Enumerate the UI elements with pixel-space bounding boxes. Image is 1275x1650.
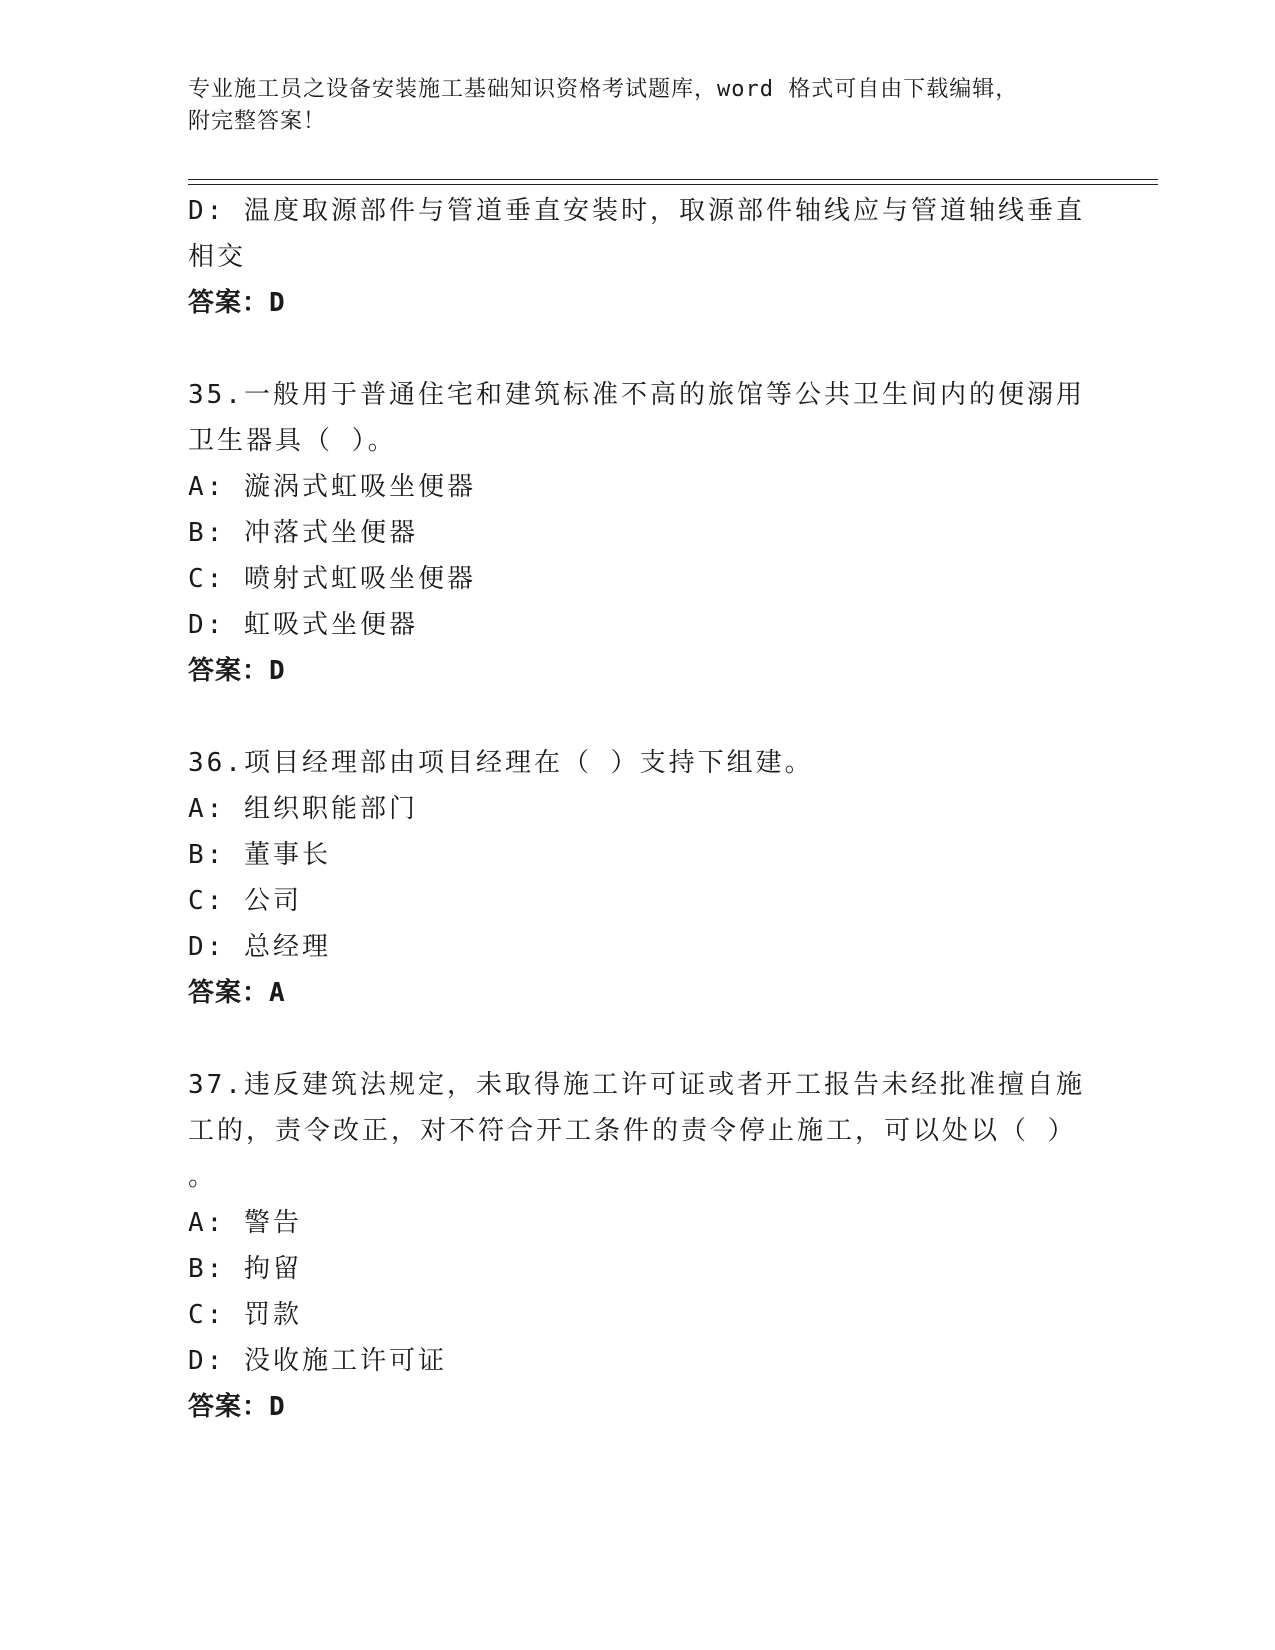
option-c: C: 公司 bbox=[188, 886, 302, 916]
question-stem: 37.违反建筑法规定，未取得施工许可证或者开工报告未经批准擅自施 bbox=[188, 1070, 1085, 1100]
question-35 bbox=[188, 372, 1088, 694]
spacer bbox=[188, 694, 1088, 740]
question-stem-continued: 卫生器具（ ）。 bbox=[188, 426, 397, 456]
option-c: C: 喷射式虹吸坐便器 bbox=[188, 564, 476, 594]
option-d: D: 总经理 bbox=[188, 932, 331, 962]
spacer bbox=[188, 326, 1088, 372]
option-a: A: 警告 bbox=[188, 1208, 302, 1238]
option-d: D: 温度取源部件与管道垂直安装时，取源部件轴线应与管道轴线垂直 bbox=[188, 196, 1085, 226]
header-line-1: 专业施工员之设备安装施工基础知识资格考试题库，word 格式可自由下载编辑， bbox=[188, 77, 1019, 102]
answer-line: 答案：A bbox=[188, 978, 286, 1008]
question-stem-end: 。 bbox=[188, 1162, 218, 1192]
option-b: B: 冲落式坐便器 bbox=[188, 518, 418, 548]
option-a: A: 漩涡式虹吸坐便器 bbox=[188, 472, 476, 502]
header-line-2: 附完整答案！ bbox=[188, 109, 327, 134]
question-stem: 35.一般用于普通住宅和建筑标准不高的旅馆等公共卫生间内的便溺用 bbox=[188, 380, 1085, 410]
header-divider-bottom bbox=[188, 184, 1158, 185]
document-header bbox=[188, 74, 1088, 138]
question-stem-continued: 工的，责令改正，对不符合开工条件的责令停止施工，可以处以（ ） bbox=[188, 1116, 1077, 1146]
header-divider-top bbox=[188, 179, 1158, 180]
option-c: C: 罚款 bbox=[188, 1300, 302, 1330]
question-list bbox=[188, 188, 1088, 1430]
question-34-tail bbox=[188, 188, 1088, 326]
answer-line: 答案：D bbox=[188, 1392, 286, 1422]
option-b: B: 董事长 bbox=[188, 840, 331, 870]
option-a: A: 组织职能部门 bbox=[188, 794, 418, 824]
question-36 bbox=[188, 740, 1088, 1016]
answer-line: 答案：D bbox=[188, 288, 286, 318]
option-d: D: 虹吸式坐便器 bbox=[188, 610, 418, 640]
answer-line: 答案：D bbox=[188, 656, 286, 686]
question-stem: 36.项目经理部由项目经理在（ ）支持下组建。 bbox=[188, 748, 814, 778]
option-b: B: 拘留 bbox=[188, 1254, 302, 1284]
spacer bbox=[188, 1016, 1088, 1062]
option-d-continued: 相交 bbox=[188, 242, 247, 272]
option-d: D: 没收施工许可证 bbox=[188, 1346, 447, 1376]
question-37 bbox=[188, 1062, 1088, 1430]
